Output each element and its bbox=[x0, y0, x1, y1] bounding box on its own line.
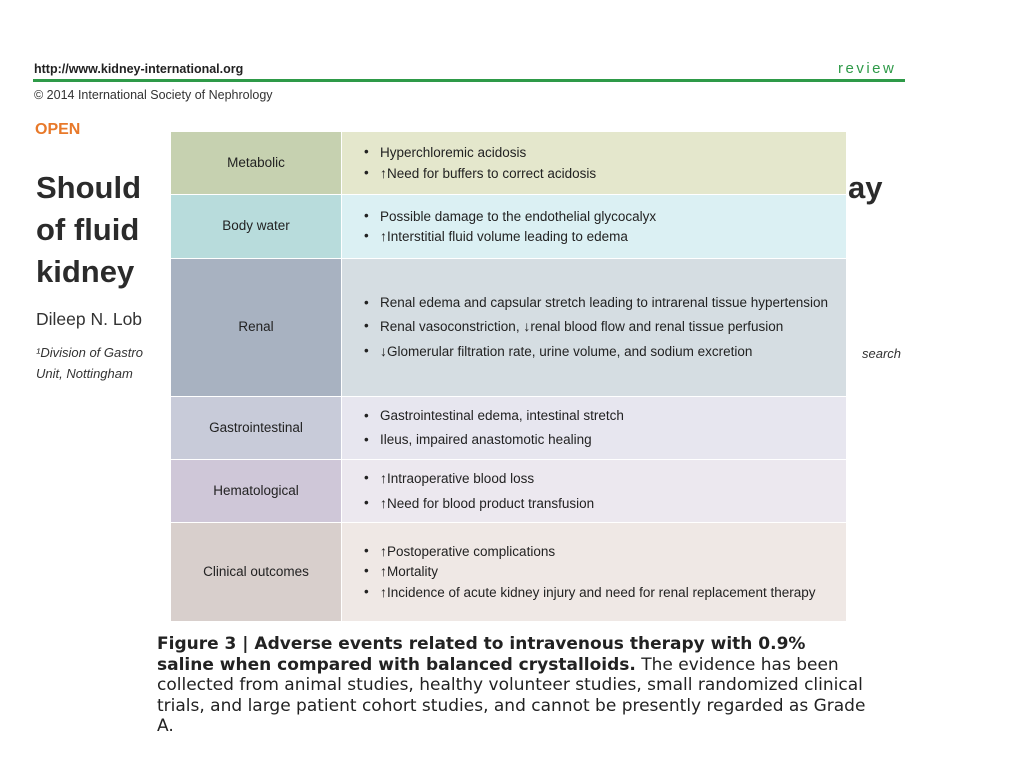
list-item: • ↑Need for blood product transfusion bbox=[364, 494, 832, 513]
table-row bbox=[171, 460, 847, 523]
list-item: • ↑Intraoperative blood loss bbox=[364, 469, 832, 488]
article-title-line-2: of fluid bbox=[36, 212, 140, 247]
down-arrow-icon: ↓ bbox=[380, 342, 387, 359]
table-row bbox=[171, 132, 847, 195]
list-item: • ↑Interstitial fluid volume leading to edema bbox=[364, 227, 832, 246]
event-list bbox=[364, 207, 832, 246]
list-item: • ↑Postoperative complications bbox=[364, 542, 832, 561]
table-row bbox=[171, 195, 847, 259]
items-cell bbox=[342, 523, 847, 622]
table-row bbox=[171, 397, 847, 460]
figure-caption bbox=[157, 634, 867, 737]
list-item: • Ileus, impaired anastomotic healing bbox=[364, 431, 832, 449]
event-list bbox=[364, 294, 832, 361]
list-item: • ↓Glomerular filtration rate, urine volume, and sodium excretion bbox=[364, 342, 832, 361]
section-label: review bbox=[838, 60, 897, 77]
list-item: • ↑Incidence of acute kidney injury and need for renal replacement therapy bbox=[364, 583, 832, 602]
up-arrow-icon: ↑ bbox=[380, 563, 387, 580]
affiliation-line-2: Unit, Nottingham bbox=[36, 366, 133, 381]
article-authors: Dileep N. Lob bbox=[36, 309, 143, 329]
table-row bbox=[171, 523, 847, 622]
open-access-label: OPEN bbox=[35, 121, 81, 138]
category-cell: Hematological bbox=[171, 460, 342, 523]
list-item: • Renal vasoconstriction, ↓renal blood flow and renal tissue perfusion bbox=[364, 317, 832, 336]
category-cell: Clinical outcomes bbox=[171, 523, 342, 622]
event-list bbox=[364, 542, 832, 602]
up-arrow-icon: ↑ bbox=[380, 494, 387, 511]
items-cell bbox=[342, 132, 847, 195]
journal-url[interactable]: http://www.kidney-international.org bbox=[34, 62, 244, 76]
list-item: • Renal edema and capsular stretch leading to intrarenal tissue hypertension bbox=[364, 294, 832, 312]
category-cell: Gastrointestinal bbox=[171, 397, 342, 460]
affiliation-tail: search bbox=[862, 346, 902, 361]
event-list bbox=[364, 469, 832, 512]
list-item: • Hyperchloremic acidosis bbox=[364, 143, 832, 162]
items-cell bbox=[342, 460, 847, 523]
caption-title: Figure 3 | Adverse events related to intravenous therapy with 0.9% saline when compared with balanced crystalloids. bbox=[157, 634, 806, 675]
items-cell bbox=[342, 397, 847, 460]
article-title-line-3: kidney bbox=[36, 254, 135, 289]
category-cell: Metabolic bbox=[171, 132, 342, 195]
affiliation-line-1: ¹Division of Gastro bbox=[36, 345, 143, 360]
event-list bbox=[364, 407, 832, 448]
article-title-line-1: Should bbox=[36, 170, 142, 205]
up-arrow-icon: ↑ bbox=[380, 164, 387, 181]
category-cell: Body water bbox=[171, 195, 342, 259]
up-arrow-icon: ↑ bbox=[380, 228, 387, 244]
article-title-tail: ay bbox=[848, 170, 883, 205]
event-list bbox=[364, 143, 832, 182]
list-item: • ↑Mortality bbox=[364, 562, 832, 581]
up-arrow-icon: ↑ bbox=[380, 583, 387, 600]
down-arrow-icon: ↓ bbox=[523, 318, 531, 335]
caption-body: The evidence has been collected from animal studies, healthy volunteer studies, small randomized clinical trials, and large patient cohort studies, and cannot be presently regarded as Grade A. bbox=[157, 654, 866, 736]
up-arrow-icon: ↑ bbox=[380, 470, 387, 487]
copyright-line: © 2014 International Society of Nephrology bbox=[34, 88, 273, 102]
category-cell: Renal bbox=[171, 259, 342, 397]
header-rule bbox=[33, 79, 905, 82]
items-cell bbox=[342, 195, 847, 259]
list-item: • Possible damage to the endothelial glycocalyx bbox=[364, 207, 832, 226]
items-cell bbox=[342, 259, 847, 397]
list-item: • Gastrointestinal edema, intestinal stretch bbox=[364, 407, 832, 425]
up-arrow-icon: ↑ bbox=[380, 543, 387, 560]
list-item: • ↑Need for buffers to correct acidosis bbox=[364, 164, 832, 183]
adverse-events-table bbox=[170, 131, 847, 622]
table-row bbox=[171, 259, 847, 397]
